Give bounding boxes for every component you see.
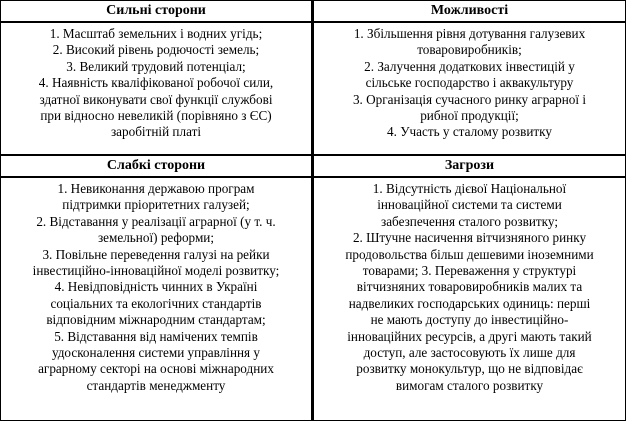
strengths-line: здатної виконувати свої функції службові xyxy=(39,91,273,107)
weaknesses-line: аграрному секторі на основі міжнародних xyxy=(38,361,274,377)
opportunities-cell xyxy=(312,22,626,155)
threats-line: інноваційної системи та системи xyxy=(377,197,562,213)
threats-line: 1. Відсутність дієвої Національної xyxy=(372,181,567,196)
opportunities-line: сільське господарство і аквакультуру xyxy=(365,75,574,91)
weaknesses-line: соціальних та екологічних стандартів xyxy=(50,295,262,311)
opportunities-line: товаровиробників; xyxy=(417,42,522,58)
weaknesses-line: 4. Невідповідність чинних в Україні xyxy=(54,279,258,295)
weaknesses-line: стандартів менеджменту xyxy=(86,377,226,393)
threats-line: надвеликих господарських одиниць: перші xyxy=(348,295,591,311)
threats-line: 2. Штучне насичення вітчизняного ринку xyxy=(352,230,587,246)
strengths-header: Сильні сторони xyxy=(0,0,312,22)
threats-line: розвитку монокультур, що не відповідає xyxy=(356,361,583,377)
opportunities-line: 3. Організація сучасного ринку аграрної і xyxy=(352,91,587,107)
threats-cell xyxy=(312,177,626,421)
weaknesses-line: підтримки пріоритетних галузей; xyxy=(62,197,250,213)
opportunities-line: рибної продукції; xyxy=(420,108,519,124)
weaknesses-line: 5. Відставання від намічених темпів xyxy=(54,328,258,344)
strengths-line: заробітній платі xyxy=(110,124,202,140)
strengths-line: 4. Наявність кваліфікованої робочої сили, xyxy=(38,75,274,91)
strengths-line: при відносно невеликій (порівняно з ЄС) xyxy=(40,108,272,124)
weaknesses-line: 2. Відставання у реалізації аграрної (у т. ч. xyxy=(36,213,276,229)
threats-line: інноваційних ресурсів, а другі мають такий xyxy=(347,328,592,344)
opportunities-line: 4. Участь у сталому розвитку xyxy=(387,124,552,140)
weaknesses-line: відповідним міжнародним стандартам; xyxy=(46,312,266,328)
weaknesses-line: удосконалення системи управління у xyxy=(51,345,261,361)
threats-line: не мають доступу до інвестиційно- xyxy=(370,312,569,328)
threats-header: Загрози xyxy=(312,155,626,177)
strengths-line: 3. Великий трудовий потенціал; xyxy=(66,58,246,74)
weaknesses-line: 1. Невиконання державою програм xyxy=(57,181,255,196)
weaknesses-cell xyxy=(0,177,312,421)
opportunities-header: Можливості xyxy=(312,0,626,22)
opportunities-line: 1. Збільшення рівня дотування галузевих xyxy=(353,26,586,41)
threats-line: продовольства більш дешевими іноземними xyxy=(345,246,594,262)
threats-line: товарами; 3. Переваження у структурі xyxy=(362,263,577,279)
threats-line: вітчизняних товаровиробників малих та xyxy=(356,279,583,295)
weaknesses-line: земельної) реформи; xyxy=(97,230,215,246)
threats-line: забезпечення сталого розвитку; xyxy=(380,213,558,229)
opportunities-line: 2. Залучення додаткових інвестицій у xyxy=(364,58,575,74)
threats-line: вимогам сталого розвитку xyxy=(395,377,544,393)
weaknesses-line: інвестиційно-інноваційної моделі розвитку; xyxy=(32,263,280,279)
threats-line: доступ, але застосовують їх лише для xyxy=(363,345,576,361)
strengths-cell xyxy=(0,22,312,155)
weaknesses-header: Слабкі сторони xyxy=(0,155,312,177)
strengths-line: 1. Масштаб земельних і водних угідь; xyxy=(49,26,263,41)
weaknesses-line: 3. Повільне переведення галузі на рейки xyxy=(42,246,270,262)
strengths-line: 2. Високий рівень родючості земель; xyxy=(52,42,260,58)
